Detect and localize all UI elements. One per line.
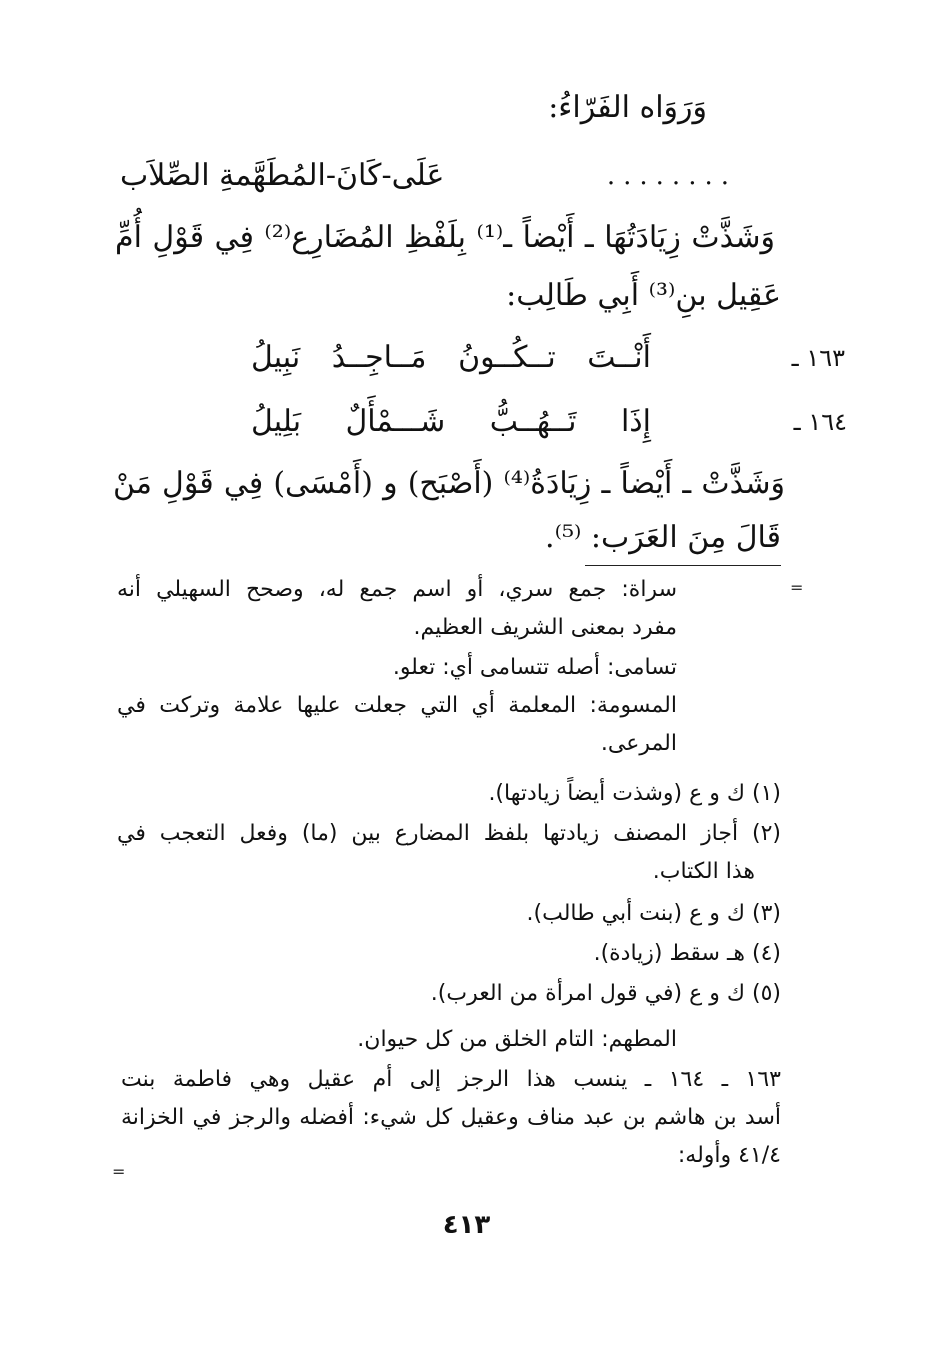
verse-163 — [251, 338, 651, 378]
footnote-3: (٣) ك و ع (بنت أبي طالب). — [526, 901, 781, 926]
footnote-2b: هذا الكتاب. — [652, 859, 755, 884]
verse-163-word: نَبِيلُ — [251, 340, 301, 375]
verse-number-163: ١٦٣ ـ — [791, 344, 845, 372]
main-line-6: قَالَ مِنَ العَرَب: ⁽⁵⁾. — [545, 520, 781, 555]
verse-163-word: تــكُــونُ — [458, 340, 556, 375]
main-line-2-verse: عَلَى-كَانَ-المُطَهَّمةِ الصِّلاَب — [120, 158, 445, 193]
verse-164-word: شَـــمْأَلٌ — [345, 404, 446, 439]
verse-163-word: أَنْــتَ — [587, 340, 651, 375]
verse-163-word: مَــاجِــدُ — [331, 340, 427, 375]
footnote-4: (٤) هـ سقط (زيادة). — [593, 941, 781, 966]
commentary-mutahham: المطهم: التام الخلق من كل حيوان. — [357, 1027, 677, 1052]
verse-number-164: ١٦٤ ـ — [793, 408, 847, 436]
commentary-line-3: ٤١/٤ وأوله: — [677, 1143, 781, 1168]
main-line-5: وَشَذَّتْ ـ أَيْضاً ـ زِيَادَةُ⁽⁴⁾ (أَصْبَح) و (أَمْسَى) فِي قَوْلِ مَنْ — [113, 466, 785, 501]
note-line-5: المرعى. — [600, 731, 677, 756]
verse-164-word: تَــهُــبُّ — [489, 404, 577, 439]
main-line-2-dots: ........ — [606, 161, 737, 191]
verse-164-word: بَلِيلُ — [251, 404, 302, 439]
verse-164 — [251, 402, 651, 442]
note-line-4: المسومة: المعلمة أي التي جعلت عليها علامة وتركت في — [117, 693, 677, 718]
commentary-line-2: أسد بن هاشم بن عبد مناف وعقيل كل شيء: أفضله والرجز في الخزانة — [121, 1105, 781, 1130]
page-number: ٤١٣ — [442, 1210, 491, 1240]
main-line-1: وَرَوَاه الفَرّاءُ: — [548, 90, 707, 125]
footnote-5: (٥) ك و ع (في قول امرأة من العرب). — [430, 981, 781, 1006]
footnote-2a: (٢) أجاز المصنف زيادتها بلفظ المضارع بين (ما) وفعل التعجب في — [117, 821, 781, 846]
margin-mark-bottom: = — [112, 1162, 126, 1181]
main-line-3: وَشَذَّتْ زِيَادَتُهَا ـ أَيْضاً ـ⁽¹⁾ بِلَفْظِ المُضَارِع⁽²⁾ فِي قَوْلِ أُمِّ — [115, 220, 776, 255]
footnote-separator — [585, 565, 781, 566]
note-line-1: سراة: جمع سري، أو اسم جمع له، وصحح السهيلي أنه — [117, 577, 677, 602]
footnote-1: (١) ك و ع (وشذت أيضاً زيادتها). — [488, 781, 781, 806]
commentary-line-1: ١٦٣ ـ ١٦٤ ـ ينسب هذا الرجز إلى أم عقيل وهي فاطمة بنت — [121, 1067, 781, 1092]
note-line-3: تسامى: أصله تتسامى أي: تعلو. — [392, 655, 677, 680]
margin-mark-top: = — [790, 578, 804, 597]
verse-164-word: إِذَا — [620, 404, 651, 439]
main-line-4: عَقِيل بنِ⁽³⁾ أَبِي طَالِب: — [506, 278, 781, 313]
note-line-2: مفرد بمعنى الشريف العظيم. — [413, 615, 677, 640]
